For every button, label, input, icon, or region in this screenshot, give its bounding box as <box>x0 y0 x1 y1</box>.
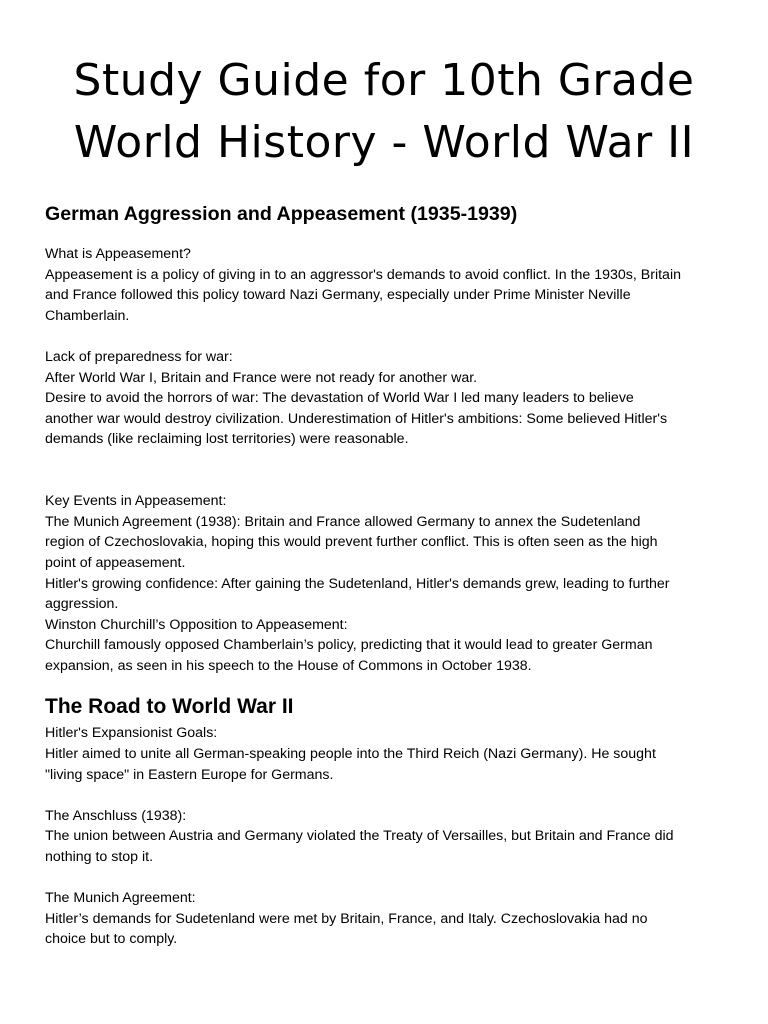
document-body <box>45 200 735 950</box>
text-line: choice but to comply. <box>45 931 178 948</box>
text-line: Key Events in Appeasement: <box>45 493 227 510</box>
section-heading-appeasement: German Aggression and Appeasement (1935-1939) <box>45 203 518 225</box>
text-line: demands (like reclaiming lost territories) were reasonable. <box>45 431 409 448</box>
paragraph-expansionist-goals <box>45 723 735 785</box>
paragraph-preparedness <box>45 347 735 450</box>
text-line: "living space" in Eastern Europe for Germans. <box>45 766 334 783</box>
paragraph-munich-agreement <box>45 888 735 950</box>
document-title <box>0 50 768 174</box>
paragraph-key-events <box>45 491 735 676</box>
text-line: nothing to stop it. <box>45 849 154 866</box>
text-line: Churchill famously opposed Chamberlain’s policy, predicting that it would lead to greater German <box>45 637 653 654</box>
text-line: What is Appeasement? <box>45 246 191 262</box>
text-line: Desire to avoid the horrors of war: The devastation of World War I led many leaders to believe <box>45 390 634 407</box>
title-line: Study Guide for 10th Grade <box>73 55 695 106</box>
paragraph-anschluss <box>45 806 735 868</box>
text-line: expansion, as seen in his speech to the House of Commons in October 1938. <box>45 657 532 674</box>
text-line: After World War I, Britain and France were not ready for another war. <box>45 369 478 386</box>
text-line: Winston Churchill’s Opposition to Appeasement: <box>45 616 348 633</box>
text-line: Hitler’s demands for Sudetenland were met by Britain, France, and Italy. Czechoslovakia had no <box>45 910 648 927</box>
text-line: Chamberlain. <box>45 307 130 324</box>
title-line: World History - World War II <box>73 117 695 168</box>
text-line: Lack of preparedness for war: <box>45 348 233 365</box>
text-line: The Munich Agreement: <box>45 890 196 907</box>
section-heading-road-to-war: The Road to World War II <box>45 695 294 719</box>
text-line: region of Czechoslovakia, hoping this would prevent further conflict. This is often seen as the high <box>45 534 658 551</box>
text-line: The union between Austria and Germany violated the Treaty of Versailles, but Britain and France did <box>45 828 674 845</box>
text-line: Appeasement is a policy of giving in to an aggressor's demands to avoid conflict. In the 1930s, Britain <box>45 266 681 283</box>
paragraph-what-is-appeasement <box>45 244 735 326</box>
text-line: point of appeasement. <box>45 554 186 571</box>
text-line: and France followed this policy toward Nazi Germany, especially under Prime Minister Neville <box>45 287 631 304</box>
text-line: aggression. <box>45 596 119 613</box>
text-line: Hitler's growing confidence: After gaining the Sudetenland, Hitler's demands grew, leading to further <box>45 575 670 592</box>
text-line: Hitler aimed to unite all German-speaking people into the Third Reich (Nazi Germany). He sought <box>45 746 656 763</box>
text-line: another war would destroy civilization. Underestimation of Hitler's ambitions: Some believed Hitler's <box>45 410 668 427</box>
text-line: Hitler's Expansionist Goals: <box>45 725 218 742</box>
text-line: The Anschluss (1938): <box>45 807 187 824</box>
text-line: The Munich Agreement (1938): Britain and France allowed Germany to annex the Sudetenland <box>45 513 641 530</box>
